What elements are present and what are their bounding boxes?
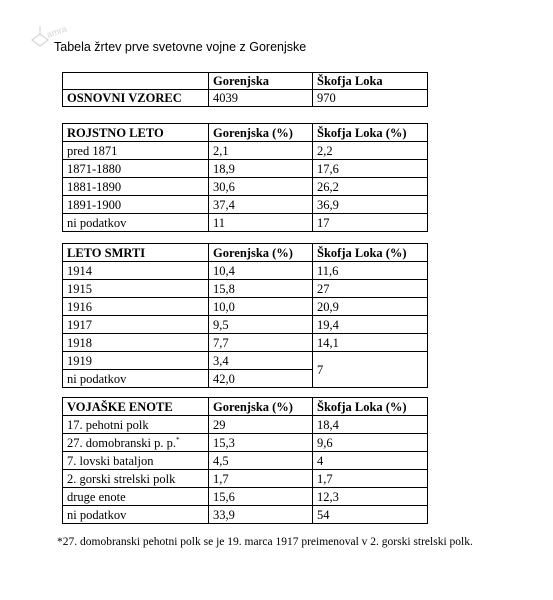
row-label: 1915 xyxy=(63,280,209,298)
sample-table xyxy=(62,72,428,107)
document-title: Tabela žrtev prve svetovne vojne z Gorenjske xyxy=(54,40,307,54)
table-row xyxy=(63,178,428,196)
row-label: 7. lovski bataljon xyxy=(63,452,209,470)
row-label: ni podatkov xyxy=(63,370,209,388)
cell-gorenjska: 15,8 xyxy=(209,280,313,298)
row-label: 1871-1880 xyxy=(63,160,209,178)
cell-skofja-loka: 20,9 xyxy=(313,298,428,316)
cell-skofja-loka: 19,4 xyxy=(313,316,428,334)
cell-gorenjska: 33,9 xyxy=(209,506,313,524)
cell-skofja-loka: 970 xyxy=(313,90,428,107)
cell-gorenjska: 30,6 xyxy=(209,178,313,196)
cell-skofja-loka: 1,7 xyxy=(313,470,428,488)
military-units-table xyxy=(62,397,428,524)
row-label: ni podatkov xyxy=(63,506,209,524)
cell-skofja-loka: 14,1 xyxy=(313,334,428,352)
row-label: druge enote xyxy=(63,488,209,506)
cell-skofja-loka: 18,4 xyxy=(313,416,428,434)
row-label: pred 1871 xyxy=(63,142,209,160)
cell-gorenjska: 1,7 xyxy=(209,470,313,488)
cell-gorenjska: 4,5 xyxy=(209,452,313,470)
header-cell: Gorenjska (%) xyxy=(209,244,313,262)
header-cell: Gorenjska (%) xyxy=(209,124,313,142)
cell-skofja-loka: 27 xyxy=(313,280,428,298)
table-row xyxy=(63,352,428,370)
cell-gorenjska: 10,0 xyxy=(209,298,313,316)
cell-gorenjska: 18,9 xyxy=(209,160,313,178)
table-row xyxy=(63,160,428,178)
cell-gorenjska: 2,1 xyxy=(209,142,313,160)
header-cell: ROJSTNO LETO xyxy=(63,124,209,142)
header-cell: VOJAŠKE ENOTE xyxy=(63,398,209,416)
cell-gorenjska: 3,4 xyxy=(209,352,313,370)
cell-gorenjska: 42,0 xyxy=(209,370,313,388)
cell-skofja-loka: 54 xyxy=(313,506,428,524)
table-header-row xyxy=(63,244,428,262)
row-label: 17. pehotni polk xyxy=(63,416,209,434)
cell-gorenjska: 37,4 xyxy=(209,196,313,214)
cell-gorenjska: 7,7 xyxy=(209,334,313,352)
header-cell: Gorenjska xyxy=(209,73,313,90)
row-label: 1918 xyxy=(63,334,209,352)
cell-gorenjska: 4039 xyxy=(209,90,313,107)
footnote: *27. domobranski pehotni polk se je 19. marca 1917 preimenoval v 2. gorski strelski polk. xyxy=(57,536,473,548)
death-year-table xyxy=(62,243,428,388)
table-row xyxy=(63,262,428,280)
table-row xyxy=(63,452,428,470)
cell-skofja-loka: 36,9 xyxy=(313,196,428,214)
row-label: 1917 xyxy=(63,316,209,334)
cell-skofja-loka-merged: 7 xyxy=(313,352,428,388)
header-cell: Škofja Loka (%) xyxy=(313,398,428,416)
row-label: 1914 xyxy=(63,262,209,280)
cell-skofja-loka: 11,6 xyxy=(313,262,428,280)
table-row xyxy=(63,334,428,352)
row-label: 27. domobranski p. p. xyxy=(67,435,177,450)
header-cell: Škofja Loka (%) xyxy=(313,124,428,142)
cell-skofja-loka: 2,2 xyxy=(313,142,428,160)
cell-skofja-loka: 17,6 xyxy=(313,160,428,178)
table-row xyxy=(63,280,428,298)
cell-gorenjska: 10,4 xyxy=(209,262,313,280)
row-label: 1891-1900 xyxy=(63,196,209,214)
table-header-row xyxy=(63,124,428,142)
table-row xyxy=(63,316,428,334)
cell-skofja-loka: 9,6 xyxy=(313,434,428,452)
cell-skofja-loka: 26,2 xyxy=(313,178,428,196)
cell-skofja-loka: 17 xyxy=(313,214,428,232)
footnote-marker: * xyxy=(176,435,180,444)
cell-gorenjska: 29 xyxy=(209,416,313,434)
header-cell: Gorenjska (%) xyxy=(209,398,313,416)
table-row xyxy=(63,214,428,232)
watermark-text: amra xyxy=(45,23,68,40)
table-row xyxy=(63,90,428,107)
table-row xyxy=(63,488,428,506)
cell-gorenjska: 11 xyxy=(209,214,313,232)
table-row xyxy=(63,434,428,452)
cell-gorenjska: 15,3 xyxy=(209,434,313,452)
header-cell: LETO SMRTI xyxy=(63,244,209,262)
row-label: 1881-1890 xyxy=(63,178,209,196)
row-label: 1919 xyxy=(63,352,209,370)
row-label: 1916 xyxy=(63,298,209,316)
cell-skofja-loka: 4 xyxy=(313,452,428,470)
table-row xyxy=(63,506,428,524)
row-label: ni podatkov xyxy=(63,214,209,232)
table-row xyxy=(63,470,428,488)
header-cell: Škofja Loka xyxy=(313,73,428,90)
table-header-row xyxy=(63,73,428,90)
table-row xyxy=(63,142,428,160)
row-label-with-note xyxy=(63,434,209,452)
table-row xyxy=(63,298,428,316)
table-row xyxy=(63,416,428,434)
cell-gorenjska: 15,6 xyxy=(209,488,313,506)
table-row xyxy=(63,196,428,214)
cell-gorenjska: 9,5 xyxy=(209,316,313,334)
row-label: OSNOVNI VZOREC xyxy=(63,90,209,107)
birth-year-table xyxy=(62,123,428,232)
header-cell xyxy=(63,73,209,90)
row-label: 2. gorski strelski polk xyxy=(63,470,209,488)
header-cell: Škofja Loka (%) xyxy=(313,244,428,262)
cell-skofja-loka: 12,3 xyxy=(313,488,428,506)
table-header-row xyxy=(63,398,428,416)
